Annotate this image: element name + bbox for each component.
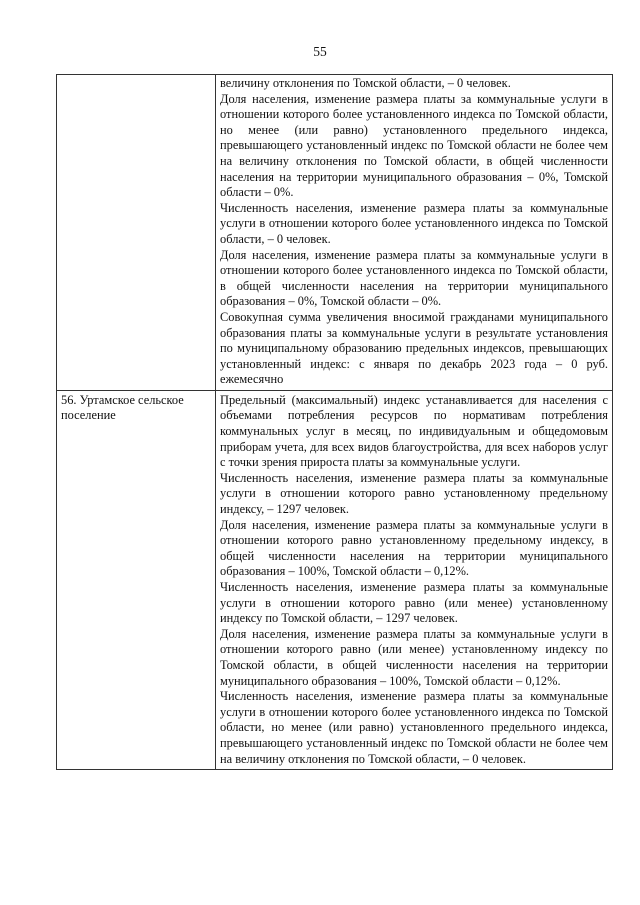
description-cell [216,390,613,769]
description-cell [216,75,613,391]
paragraph: Доля населения, изменение размера платы за коммунальные услуги в отношении которого равно (или менее) установленному индексу по Томской области, в общей численности населения на территории муниципального образования – 100%, Томской области – 0,12%. [220,626,608,688]
paragraph: Совокупная сумма увеличения вносимой гражданами муниципального образования платы за коммунальные услуги в результате установления по муниципальному образованию предельных индексов, превышающих установленный индекс: с января по декабрь 2023 года – 0 руб. ежемесячно [220,309,608,387]
page-number: 55 [313,44,327,59]
paragraph: Численность населения, изменение размера платы за коммунальные услуги в отношении которого равно (или менее) установленному индексу по Томской области, – 1297 человек. [220,580,608,626]
paragraph: Численность населения, изменение размера платы за коммунальные услуги в отношении которого равно установленному предельному индексу, – 1297 человек. [220,470,608,517]
municipality-cell [57,75,216,391]
table-row [57,390,613,769]
paragraph: Численность населения, изменение размера платы за коммунальные услуги в отношении которого более установленного индекса по Томской области, но менее (или равно) установленного предельного индекса, превышающего установленный индекс по Томской области не более чем на величину отклонения по Томской области, – 0 человек. [220,689,608,766]
table-row [57,75,613,391]
paragraph: Численность населения, изменение размера платы за коммунальные услуги в отношении которого более установленного индекса по Томской области, – 0 человек. [220,200,608,246]
paragraph: Доля населения, изменение размера платы за коммунальные услуги в отношении которого более установленного индекса по Томской области, но менее (или равно) установленного предельного индекса, превышающего установленный индекс по Томской области не более чем на величину отклонения по Томской области, в общей численности населения на территории муниципального образования – 0%, Томской области – 0%. [220,91,608,200]
municipality-cell: 56. Уртамское сельское поселение [57,390,216,769]
indices-table [56,74,613,770]
paragraph: Предельный (максимальный) индекс устанавливается для населения с объемами потребления ресурсов по нормативам потребления коммунальных услуг в месяц, по индивидуальным и общедомовым приборам учета, для всех видов благоустройства, для всех наборов услуг с точки зрения прироста платы за коммунальные услуги. [220,392,608,470]
paragraph: Доля населения, изменение размера платы за коммунальные услуги в отношении которого более установленного индекса по Томской области, в общей численности населения на территории муниципального образования – 0%, Томской области – 0%. [220,247,608,309]
paragraph: величину отклонения по Томской области, – 0 человек. [220,76,511,90]
paragraph: Доля населения, изменение размера платы за коммунальные услуги в отношении которого равно установленному предельному индексу, в общей численности населения на территории муниципального образования – 100%, Томской области – 0,12%. [220,517,608,579]
